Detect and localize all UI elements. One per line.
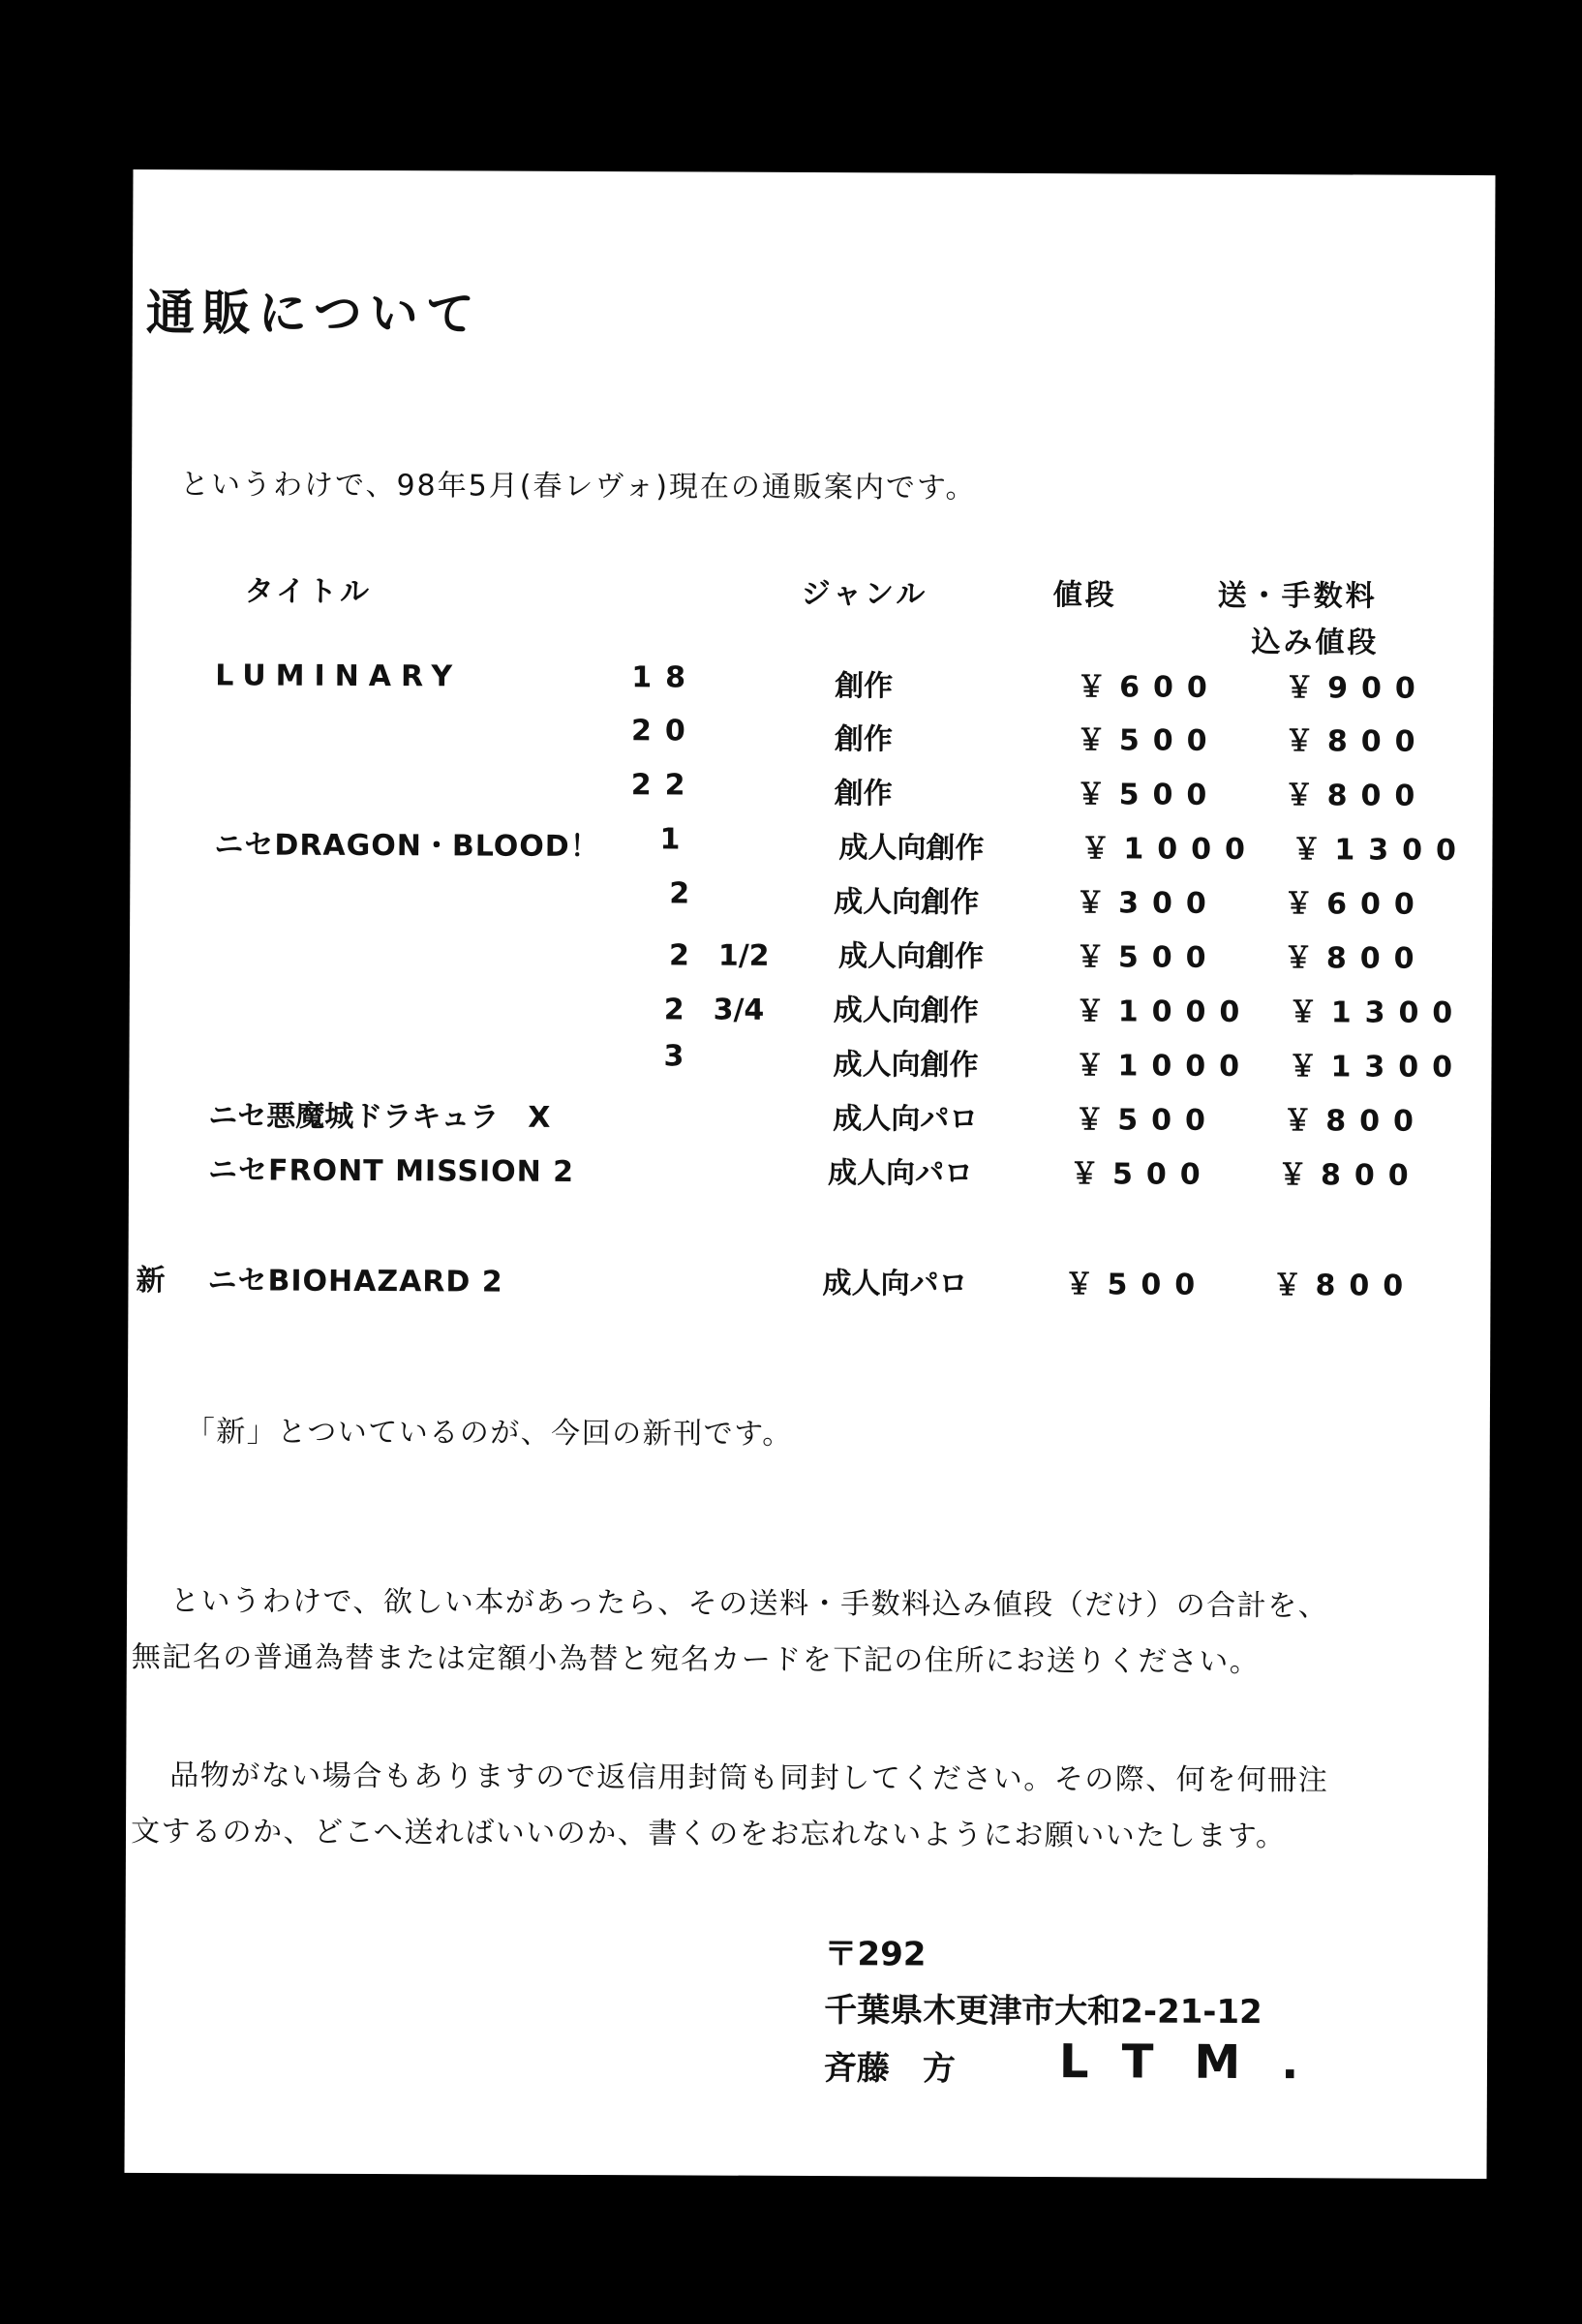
row-price: ￥1000 bbox=[1075, 1049, 1254, 1084]
row-price: ￥600 bbox=[1077, 670, 1221, 705]
row-price: ￥1000 bbox=[1075, 994, 1254, 1029]
order-instructions-line2: 無記名の普通為替または定額小為替と宛名カードを下記の住所にお送りください。 bbox=[131, 1639, 1261, 1680]
row-issue: 2 3/4 bbox=[663, 993, 765, 1027]
row-total: ￥800 bbox=[1272, 1269, 1417, 1303]
row-title: ニセBIOHAZARD 2 bbox=[207, 1264, 503, 1300]
row-issue: 3 bbox=[663, 1039, 685, 1074]
row-issue: 20 bbox=[630, 714, 699, 749]
row-genre: 成人向パロ bbox=[827, 1156, 974, 1191]
group-signature: LTM. bbox=[1058, 2034, 1340, 2091]
row-price: ￥500 bbox=[1075, 940, 1220, 975]
intro-text: というわけで、98年5月(春レヴォ)現在の通販案内です。 bbox=[180, 468, 977, 505]
row-genre: 創作 bbox=[835, 669, 894, 704]
row-total: ￥800 bbox=[1283, 941, 1428, 976]
new-issue-note: 「新」とついているのが、今回の新刊です。 bbox=[185, 1415, 793, 1452]
row-price: ￥1000 bbox=[1080, 832, 1260, 868]
postal-code: 〒292 bbox=[824, 1935, 927, 1974]
street-address: 千葉県木更津市大和2-21-12 bbox=[824, 1991, 1263, 2033]
notice-line2: 文するのか、どこへ送ればいいのか、書くのをお忘れないようにお願いいたします。 bbox=[130, 1814, 1287, 1854]
row-title: ニセFRONT MISSION 2 bbox=[207, 1153, 575, 1189]
row-issue: 2 bbox=[669, 876, 690, 911]
col-header-title: タイトル bbox=[244, 574, 373, 610]
row-genre: 創作 bbox=[834, 722, 894, 757]
row-genre: 創作 bbox=[834, 777, 893, 811]
row-title: ニセ悪魔城ドラキュラ X bbox=[208, 1099, 551, 1135]
row-total: ￥1300 bbox=[1292, 833, 1471, 868]
row-price: ￥500 bbox=[1069, 1157, 1214, 1192]
col-header-genre: ジャンル bbox=[801, 576, 928, 612]
document-page bbox=[124, 169, 1495, 2179]
row-issue: 2 1/2 bbox=[668, 938, 770, 973]
row-price: ￥500 bbox=[1076, 723, 1221, 758]
col-header-price: 値段 bbox=[1052, 578, 1117, 613]
row-total: ￥800 bbox=[1284, 779, 1429, 813]
row-price: ￥500 bbox=[1075, 1103, 1219, 1138]
notice-line1: 品物がない場合もありますので返信用封筒も同封してください。その際、何を何冊注 bbox=[169, 1758, 1329, 1798]
recipient-name: 斉藤 方 bbox=[823, 2049, 957, 2089]
row-issue: 18 bbox=[631, 660, 700, 695]
row-genre: 成人向創作 bbox=[833, 994, 979, 1028]
row-total: ￥800 bbox=[1277, 1158, 1422, 1193]
order-instructions-line1: というわけで、欲しい本があったら、その送料・手数料込み値段（だけ）の合計を、 bbox=[169, 1584, 1329, 1624]
row-genre: 成人向創作 bbox=[833, 1048, 979, 1083]
row-issue: 1 bbox=[659, 822, 681, 857]
row-genre: 成人向創作 bbox=[838, 831, 985, 866]
row-title: ニセDRAGON・BLOOD！ bbox=[214, 828, 600, 865]
new-mark: 新 bbox=[136, 1263, 166, 1299]
page-heading: 通販について bbox=[145, 285, 482, 343]
row-title: LUMINARY bbox=[215, 658, 463, 694]
row-genre: 成人向創作 bbox=[834, 885, 980, 920]
row-total: ￥600 bbox=[1284, 887, 1428, 922]
row-genre: 成人向パロ bbox=[822, 1267, 968, 1301]
row-price: ￥300 bbox=[1076, 886, 1220, 921]
row-price: ￥500 bbox=[1064, 1268, 1209, 1302]
row-total: ￥1300 bbox=[1288, 995, 1467, 1030]
row-genre: 成人向創作 bbox=[837, 939, 985, 974]
row-total: ￥1300 bbox=[1288, 1050, 1467, 1085]
col-header-total-sub: 込み値段 bbox=[1251, 625, 1380, 660]
row-total: ￥900 bbox=[1285, 671, 1429, 706]
row-genre: 成人向パロ bbox=[833, 1102, 979, 1137]
col-header-total: 送・手数料 bbox=[1217, 578, 1378, 614]
row-total: ￥800 bbox=[1284, 724, 1429, 759]
row-price: ￥500 bbox=[1076, 778, 1221, 812]
row-total: ￥800 bbox=[1283, 1104, 1427, 1139]
row-issue: 22 bbox=[630, 768, 699, 803]
